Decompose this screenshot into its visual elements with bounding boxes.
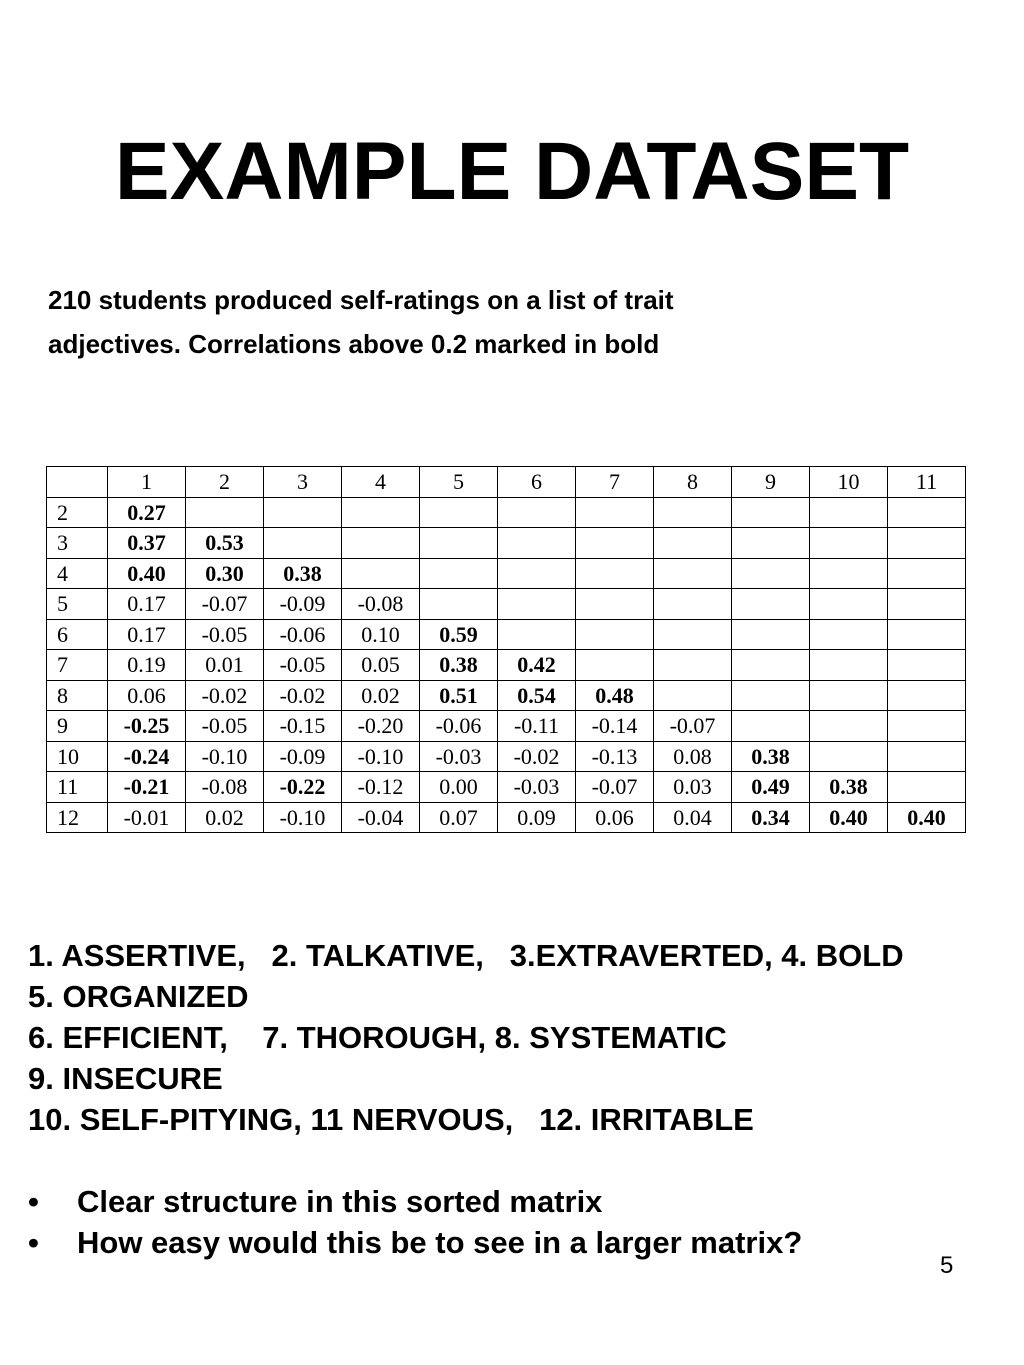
empty-cell (498, 497, 576, 528)
correlation-cell: 0.27 (108, 497, 186, 528)
empty-cell (186, 497, 264, 528)
correlation-cell: 0.59 (420, 619, 498, 650)
correlation-cell: -0.03 (498, 772, 576, 803)
row-header-cell: 6 (47, 619, 108, 650)
legend-line: 1. ASSERTIVE, 2. TALKATIVE, 3.EXTRAVERTED, 4. BOLD (28, 938, 904, 973)
empty-cell (654, 619, 732, 650)
bullet-text: Clear structure in this sorted matrix (77, 1184, 603, 1219)
empty-cell (576, 619, 654, 650)
correlation-cell: 0.40 (888, 802, 966, 833)
table-row (47, 589, 966, 620)
correlation-cell: 0.34 (732, 802, 810, 833)
column-header-cell: 3 (264, 467, 342, 498)
correlation-cell: 0.01 (186, 650, 264, 681)
correlation-cell: -0.13 (576, 741, 654, 772)
row-header-cell: 8 (47, 680, 108, 711)
legend-line: 5. ORGANIZED (28, 979, 249, 1014)
table-row (47, 497, 966, 528)
correlation-cell: -0.15 (264, 711, 342, 742)
correlation-cell: -0.05 (186, 619, 264, 650)
correlation-cell: -0.09 (264, 589, 342, 620)
table-row (47, 619, 966, 650)
correlation-cell: 0.53 (186, 528, 264, 559)
correlation-cell: -0.10 (342, 741, 420, 772)
empty-cell (654, 680, 732, 711)
empty-cell (732, 680, 810, 711)
row-header-cell: 5 (47, 589, 108, 620)
correlation-cell: 0.00 (420, 772, 498, 803)
empty-cell (810, 528, 888, 559)
table-row (47, 741, 966, 772)
correlation-cell: 0.37 (108, 528, 186, 559)
empty-cell (810, 650, 888, 681)
correlation-cell: -0.07 (186, 589, 264, 620)
correlation-cell: -0.02 (264, 680, 342, 711)
correlation-cell: -0.14 (576, 711, 654, 742)
empty-cell (888, 772, 966, 803)
correlation-cell: 0.06 (108, 680, 186, 711)
column-header-cell: 1 (108, 467, 186, 498)
correlation-cell: -0.21 (108, 772, 186, 803)
empty-cell (264, 528, 342, 559)
table-corner-cell (47, 467, 108, 498)
empty-cell (342, 497, 420, 528)
column-header-cell: 9 (732, 467, 810, 498)
column-header-cell: 7 (576, 467, 654, 498)
correlation-cell: 0.17 (108, 619, 186, 650)
correlation-cell: 0.30 (186, 558, 264, 589)
empty-cell (732, 619, 810, 650)
correlation-cell: -0.08 (186, 772, 264, 803)
empty-cell (654, 497, 732, 528)
empty-cell (810, 741, 888, 772)
empty-cell (810, 589, 888, 620)
table-row (47, 711, 966, 742)
row-header-cell: 4 (47, 558, 108, 589)
bullet-icon: • (28, 1225, 39, 1260)
correlation-cell: -0.09 (264, 741, 342, 772)
correlation-cell: 0.09 (498, 802, 576, 833)
row-header-cell: 10 (47, 741, 108, 772)
correlation-cell: -0.20 (342, 711, 420, 742)
empty-cell (654, 650, 732, 681)
correlation-cell: 0.02 (342, 680, 420, 711)
empty-cell (810, 558, 888, 589)
column-header-cell: 11 (888, 467, 966, 498)
empty-cell (576, 497, 654, 528)
correlation-table (46, 466, 966, 833)
empty-cell (576, 650, 654, 681)
correlation-cell: -0.10 (264, 802, 342, 833)
correlation-cell: 0.38 (264, 558, 342, 589)
empty-cell (420, 558, 498, 589)
bullet-icon: • (28, 1184, 39, 1219)
empty-cell (732, 711, 810, 742)
column-header-cell: 4 (342, 467, 420, 498)
column-header-cell: 5 (420, 467, 498, 498)
correlation-cell: -0.07 (576, 772, 654, 803)
empty-cell (576, 528, 654, 559)
legend-line: 10. SELF-PITYING, 11 NERVOUS, 12. IRRITABLE (28, 1102, 754, 1137)
correlation-cell: 0.05 (342, 650, 420, 681)
page-title: EXAMPLE DATASET (114, 126, 910, 217)
empty-cell (732, 589, 810, 620)
correlation-cell: 0.40 (108, 558, 186, 589)
table-row (47, 772, 966, 803)
column-header-cell: 2 (186, 467, 264, 498)
row-header-cell: 2 (47, 497, 108, 528)
correlation-cell: 0.04 (654, 802, 732, 833)
row-header-cell: 7 (47, 650, 108, 681)
correlation-cell: 0.42 (498, 650, 576, 681)
correlation-cell: 0.07 (420, 802, 498, 833)
empty-cell (420, 497, 498, 528)
correlation-cell: -0.04 (342, 802, 420, 833)
page-number: 5 (940, 1252, 954, 1279)
correlation-cell: -0.06 (264, 619, 342, 650)
empty-cell (576, 589, 654, 620)
empty-cell (888, 589, 966, 620)
correlation-cell: 0.03 (654, 772, 732, 803)
correlation-cell: 0.49 (732, 772, 810, 803)
column-header-cell: 10 (810, 467, 888, 498)
column-header-cell: 6 (498, 467, 576, 498)
empty-cell (732, 558, 810, 589)
empty-cell (888, 619, 966, 650)
correlation-cell: -0.01 (108, 802, 186, 833)
correlation-cell: 0.06 (576, 802, 654, 833)
correlation-cell: 0.40 (810, 802, 888, 833)
correlation-cell: -0.25 (108, 711, 186, 742)
correlation-cell: 0.38 (732, 741, 810, 772)
empty-cell (576, 558, 654, 589)
row-header-cell: 12 (47, 802, 108, 833)
empty-cell (420, 528, 498, 559)
empty-cell (810, 711, 888, 742)
correlation-cell: 0.54 (498, 680, 576, 711)
empty-cell (654, 558, 732, 589)
table-row (47, 802, 966, 833)
correlation-cell: -0.03 (420, 741, 498, 772)
bullet-list (28, 1181, 988, 1263)
empty-cell (888, 741, 966, 772)
empty-cell (888, 711, 966, 742)
empty-cell (498, 558, 576, 589)
empty-cell (420, 589, 498, 620)
empty-cell (810, 680, 888, 711)
empty-cell (498, 589, 576, 620)
table-row (47, 528, 966, 559)
correlation-cell: 0.02 (186, 802, 264, 833)
empty-cell (342, 528, 420, 559)
correlation-table-body (47, 467, 966, 833)
legend-line: 6. EFFICIENT, 7. THOROUGH, 8. SYSTEMATIC (28, 1020, 727, 1055)
correlation-cell: -0.10 (186, 741, 264, 772)
subtitle-line: adjectives. Correlations above 0.2 marked in bold (48, 329, 660, 359)
correlation-cell: -0.12 (342, 772, 420, 803)
empty-cell (888, 528, 966, 559)
row-header-cell: 11 (47, 772, 108, 803)
correlation-cell: 0.17 (108, 589, 186, 620)
empty-cell (654, 589, 732, 620)
column-header-cell: 8 (654, 467, 732, 498)
correlation-cell: 0.19 (108, 650, 186, 681)
empty-cell (732, 528, 810, 559)
correlation-cell: -0.11 (498, 711, 576, 742)
correlation-cell: -0.05 (264, 650, 342, 681)
correlation-cell: -0.22 (264, 772, 342, 803)
empty-cell (810, 619, 888, 650)
empty-cell (888, 680, 966, 711)
correlation-cell: -0.02 (186, 680, 264, 711)
empty-cell (810, 497, 888, 528)
correlation-cell: 0.48 (576, 680, 654, 711)
variable-legend (28, 935, 1008, 1140)
correlation-cell: -0.06 (420, 711, 498, 742)
table-row (47, 558, 966, 589)
empty-cell (888, 558, 966, 589)
table-row (47, 650, 966, 681)
table-header-row (47, 467, 966, 498)
correlation-cell: 0.10 (342, 619, 420, 650)
correlation-cell: -0.02 (498, 741, 576, 772)
empty-cell (498, 528, 576, 559)
bullet-item (28, 1181, 988, 1222)
row-header-cell: 3 (47, 528, 108, 559)
empty-cell (264, 497, 342, 528)
empty-cell (342, 558, 420, 589)
table-row (47, 680, 966, 711)
correlation-cell: 0.08 (654, 741, 732, 772)
empty-cell (654, 528, 732, 559)
subtitle (48, 278, 948, 366)
bullet-item (28, 1222, 988, 1263)
correlation-cell: 0.38 (810, 772, 888, 803)
correlation-cell: 0.38 (420, 650, 498, 681)
correlation-cell: -0.08 (342, 589, 420, 620)
correlation-cell: -0.24 (108, 741, 186, 772)
empty-cell (888, 650, 966, 681)
legend-line: 9. INSECURE (28, 1061, 223, 1096)
correlation-cell: -0.07 (654, 711, 732, 742)
correlation-cell: 0.51 (420, 680, 498, 711)
empty-cell (498, 619, 576, 650)
bullet-text: How easy would this be to see in a larger matrix? (77, 1225, 803, 1260)
subtitle-line: 210 students produced self-ratings on a list of trait (48, 285, 674, 315)
empty-cell (888, 497, 966, 528)
row-header-cell: 9 (47, 711, 108, 742)
correlation-cell: -0.05 (186, 711, 264, 742)
empty-cell (732, 650, 810, 681)
empty-cell (732, 497, 810, 528)
